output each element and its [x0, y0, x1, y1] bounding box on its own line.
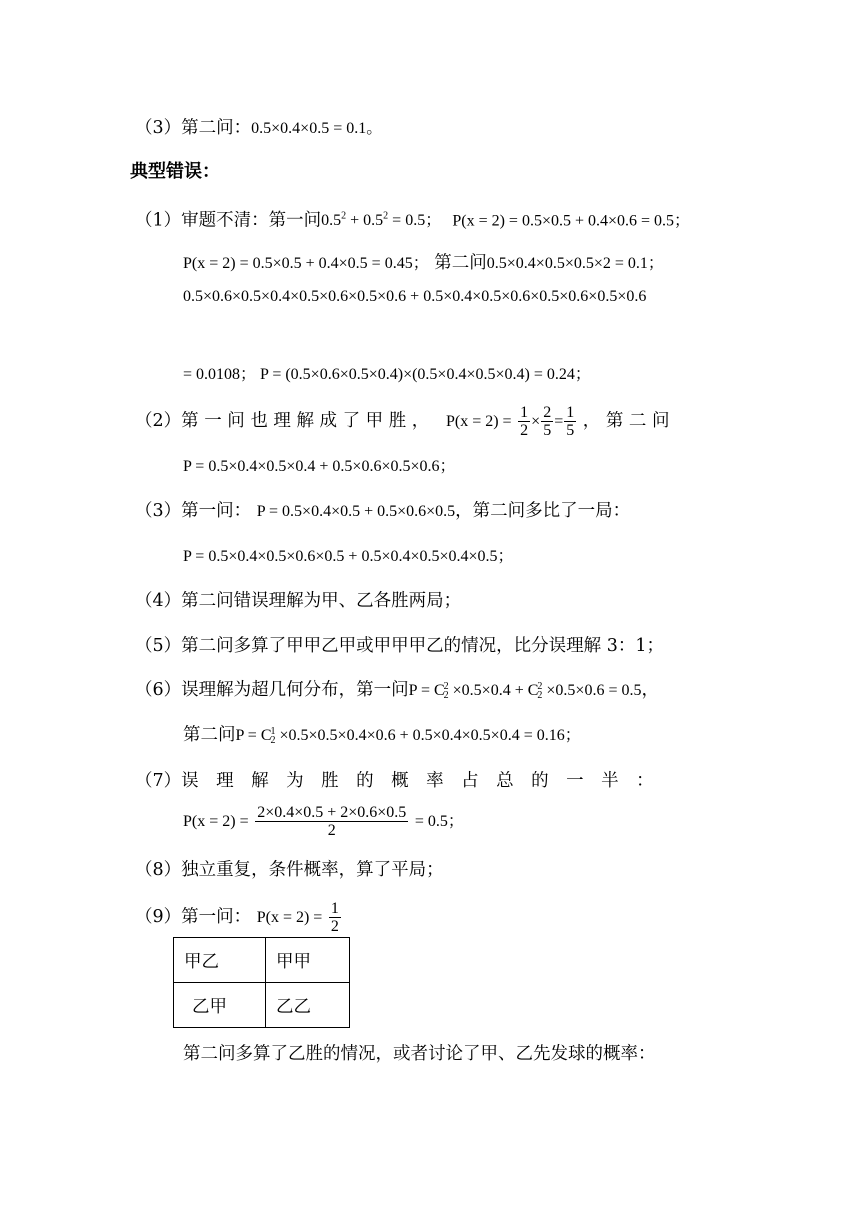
fraction: [329, 900, 341, 935]
label: （2）第 一 问 也 理 解 成 了 甲 胜 ，: [135, 411, 430, 431]
label: （1）审题不清：第一问: [135, 210, 322, 231]
m: ×0.5×0.4 + C: [448, 682, 539, 699]
num: 1: [520, 404, 529, 421]
label: ， 第 二 问: [582, 411, 670, 431]
m: + 0.5: [346, 212, 384, 230]
sup: 2: [443, 681, 449, 693]
table-cell: 甲乙: [174, 938, 266, 983]
sup: 1: [270, 726, 276, 738]
error-1-line1: [135, 206, 690, 232]
num: 2: [543, 404, 552, 421]
m: = 0.5；: [388, 212, 442, 230]
math: P(x = 2) =: [183, 813, 249, 830]
error-6-line1: [135, 679, 659, 702]
math: P(x = 2) =: [445, 413, 512, 430]
sub: 2: [270, 735, 276, 747]
error-1-line4: = 0.0108； P = (0.5×0.6×0.5×0.4)×(0.5×0.4×0.5×0.4) = 0.24；: [183, 366, 591, 383]
den: 2: [330, 918, 339, 935]
line-q3-second: [135, 117, 382, 140]
den: 2: [327, 822, 336, 839]
num: 1: [330, 900, 339, 917]
error-3-line2: P = 0.5×0.4×0.5×0.6×0.5 + 0.5×0.4×0.5×0.4×0.5；: [183, 548, 514, 565]
label: ，: [641, 680, 659, 700]
sup: 2: [537, 681, 543, 693]
op: =: [554, 413, 564, 430]
label: （6）误理解为超几何分布，第一问: [135, 680, 409, 700]
table-row: [174, 983, 350, 1028]
table-row: [174, 938, 350, 983]
error-9-line2: 第二问多算了乙胜的情况，或者讨论了甲、乙先发球的概率：: [183, 1044, 656, 1064]
error-2-line2: P = 0.5×0.4×0.5×0.4 + 0.5×0.6×0.5×0.6；: [183, 458, 456, 475]
m: 0.5: [321, 212, 342, 230]
op: ×: [531, 413, 541, 430]
math: [235, 726, 581, 747]
num: 1: [566, 404, 575, 421]
error-8: （8）独立重复，条件概率，算了平局；: [135, 860, 444, 880]
error-3-line1: [135, 500, 630, 523]
den: 5: [543, 422, 552, 439]
table-cell: 乙甲: [174, 983, 266, 1028]
m: P = C: [235, 727, 272, 744]
error-9-line1: [135, 900, 342, 935]
error-1-line2: [183, 252, 664, 275]
exp: 2: [383, 211, 389, 222]
fraction: [255, 804, 408, 839]
sub: 2: [443, 690, 449, 702]
fraction: [541, 404, 553, 439]
den: 5: [566, 422, 575, 439]
math: [408, 681, 642, 702]
math: = 0.5；: [414, 813, 464, 830]
label: 第二问: [434, 253, 487, 273]
num: 2×0.4×0.5 + 2×0.6×0.5: [257, 804, 407, 821]
sub: 2: [537, 690, 543, 702]
section-heading: 典型错误：: [130, 161, 220, 182]
exp: 2: [341, 211, 347, 222]
error-1-line3: 0.5×0.6×0.5×0.4×0.5×0.6×0.5×0.6 + 0.5×0.4×0.5×0.6×0.5×0.6×0.5×0.6: [183, 288, 647, 305]
table-cell: 甲甲: [266, 938, 350, 983]
label: （9）第一问：: [135, 907, 252, 927]
math: P(x = 2) = 0.5×0.5 + 0.4×0.5 = 0.45；: [183, 255, 429, 272]
error-6-line2: [183, 724, 581, 747]
label: （3）第一问：: [135, 501, 252, 521]
label: （3）第二问：: [135, 118, 252, 138]
error-5: （5）第二问多算了甲甲乙甲或甲甲甲乙的情况，比分误理解 3：1；: [135, 636, 664, 656]
label: ，第二问多比了一局：: [455, 501, 631, 521]
fraction: [564, 404, 576, 439]
math: P = 0.5×0.4×0.5 + 0.5×0.6×0.5: [256, 503, 456, 520]
fraction: [518, 404, 530, 439]
math: 0.5×0.4×0.5×0.5×2 = 0.1；: [486, 255, 664, 272]
m: P = C: [408, 682, 445, 699]
math: P(x = 2) = 0.5×0.5 + 0.4×0.6 = 0.5；: [452, 212, 691, 230]
table-cell: 乙乙: [266, 983, 350, 1028]
error-4: （4）第二问错误理解为甲、乙各胜两局；: [135, 591, 462, 611]
math: P(x = 2) =: [256, 909, 323, 926]
label: 第二问: [183, 725, 236, 745]
m: ×0.5×0.6 = 0.5: [542, 682, 642, 699]
m: ×0.5×0.5×0.4×0.6 + 0.5×0.4×0.5×0.4 = 0.16；: [275, 727, 581, 744]
den: 2: [520, 422, 529, 439]
error-7-line2: [183, 804, 464, 839]
math: [321, 212, 441, 229]
outcome-table: [173, 937, 350, 1028]
error-7-line1: （7）误 理 解 为 胜 的 概 率 占 总 的 一 半 ：: [135, 771, 654, 791]
error-2-line1: [135, 404, 670, 439]
math: 0.5×0.4×0.5 = 0.1。: [251, 120, 383, 137]
